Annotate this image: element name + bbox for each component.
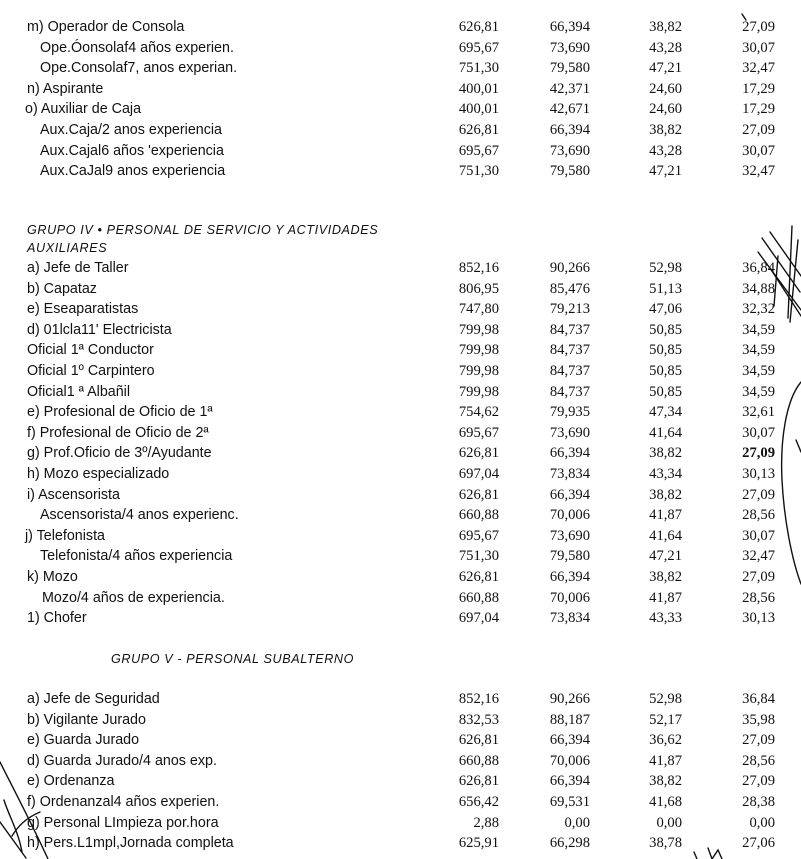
value-col-3: 43,28 xyxy=(649,39,682,56)
value-col-1: 695,67 xyxy=(458,527,499,544)
grupo-iv-table xyxy=(0,258,801,629)
value-col-2: 73,834 xyxy=(549,465,590,482)
table-row xyxy=(0,443,801,464)
row-label: Aux.CaJal9 anos experiencia xyxy=(40,163,226,180)
row-label: g) Prof.Oficio de 3º/Ayudante xyxy=(27,445,212,462)
row-label: o) Auxiliar de Caja xyxy=(25,101,142,118)
value-col-4: 32,32 xyxy=(742,301,775,318)
value-col-2: 84,737 xyxy=(549,362,590,379)
value-col-2: 79,580 xyxy=(549,60,590,77)
value-col-4: 27,09 xyxy=(742,445,775,462)
value-col-2: 70,006 xyxy=(549,752,590,769)
value-col-2: 73,690 xyxy=(549,424,590,441)
value-col-2: 0,00 xyxy=(564,814,590,831)
value-col-3: 38,82 xyxy=(649,121,682,138)
value-col-1: 832,53 xyxy=(458,711,499,728)
value-col-4: 28,56 xyxy=(742,752,775,769)
value-col-4: 36,84 xyxy=(742,260,775,276)
row-label: e) Eseaparatistas xyxy=(27,301,139,318)
value-col-4: 30,07 xyxy=(742,424,775,441)
value-col-4: 27,09 xyxy=(742,486,775,503)
value-col-3: 43,34 xyxy=(649,465,682,482)
value-col-3: 47,21 xyxy=(649,163,682,180)
table-row xyxy=(0,608,801,629)
value-col-2: 73,834 xyxy=(549,610,590,627)
value-col-1: 626,81 xyxy=(458,773,499,790)
value-col-2: 84,737 xyxy=(549,383,590,400)
row-label: Aux.Cajal6 años 'experiencia xyxy=(40,142,224,159)
value-col-4: 32,47 xyxy=(742,548,775,565)
table-row xyxy=(0,258,801,279)
value-col-3: 52,98 xyxy=(649,691,682,707)
value-col-3: 41,64 xyxy=(649,424,682,441)
table-row xyxy=(0,99,801,120)
row-label: e) Guarda Jurado xyxy=(27,732,140,749)
table-row xyxy=(0,340,801,361)
value-col-1: 626,81 xyxy=(458,732,499,749)
row-label: h) Pers.L1mpl,Jornada completa xyxy=(27,835,234,852)
row-label: g) Personal LImpieza por.hora xyxy=(27,814,219,831)
table-row xyxy=(0,58,801,79)
value-col-4: 34,88 xyxy=(742,280,775,297)
row-label: b) Vigilante Jurado xyxy=(27,711,146,728)
value-col-1: 626,81 xyxy=(458,121,499,138)
table-row xyxy=(0,689,801,710)
value-col-3: 24,60 xyxy=(649,80,682,97)
value-col-1: 852,16 xyxy=(458,260,499,276)
row-label: 1) Chofer xyxy=(27,610,87,627)
value-col-2: 85,476 xyxy=(549,280,590,297)
value-col-3: 24,60 xyxy=(649,101,682,118)
table-row xyxy=(0,38,801,59)
value-col-3: 47,21 xyxy=(649,60,682,77)
value-col-4: 32,47 xyxy=(742,163,775,180)
table-row xyxy=(0,813,801,834)
value-col-2: 88,187 xyxy=(549,711,590,728)
row-label: e) Profesional de Oficio de 1ª xyxy=(27,404,213,421)
value-col-1: 660,88 xyxy=(458,752,499,769)
value-col-4: 30,07 xyxy=(742,142,775,159)
value-col-1: 799,98 xyxy=(458,383,499,400)
value-col-4: 27,09 xyxy=(742,773,775,790)
table-row xyxy=(0,833,801,854)
row-label: d) 01lcla11' Electricista xyxy=(27,321,172,338)
value-col-2: 79,213 xyxy=(549,301,590,318)
value-col-1: 751,30 xyxy=(458,163,499,180)
value-col-4: 30,07 xyxy=(742,527,775,544)
value-col-1: 697,04 xyxy=(458,465,499,482)
value-col-4: 27,09 xyxy=(742,19,775,35)
value-col-2: 66,394 xyxy=(549,121,590,138)
row-label: Oficial 1ª Conductor xyxy=(27,342,154,359)
value-col-2: 73,690 xyxy=(549,142,590,159)
value-col-2: 73,690 xyxy=(549,39,590,56)
row-label: h) Mozo especializado xyxy=(27,465,170,482)
row-label: Ope.Consolaf7, anos experian. xyxy=(40,60,238,77)
table-row xyxy=(0,141,801,162)
table-row xyxy=(0,751,801,772)
value-col-1: 625,91 xyxy=(458,835,499,852)
value-col-1: 799,98 xyxy=(458,362,499,379)
value-col-4: 30,07 xyxy=(742,39,775,56)
row-label: k) Mozo xyxy=(27,568,78,585)
value-col-1: 806,95 xyxy=(458,280,499,297)
value-col-1: 751,30 xyxy=(458,60,499,77)
value-col-3: 38,82 xyxy=(649,445,682,462)
table-row xyxy=(0,485,801,506)
value-col-3: 41,87 xyxy=(649,589,682,606)
value-col-3: 36,62 xyxy=(649,732,682,749)
value-col-1: 660,88 xyxy=(458,507,499,524)
table-row xyxy=(0,299,801,320)
value-col-3: 38,82 xyxy=(649,19,682,35)
table-row xyxy=(0,361,801,382)
value-col-2: 84,737 xyxy=(549,342,590,359)
grupo-iv-title-line1: GRUPO IV • PERSONAL DE SERVICIO Y ACTIVIDADES xyxy=(27,223,379,237)
value-col-2: 66,298 xyxy=(549,835,590,852)
value-col-2: 69,531 xyxy=(549,793,590,810)
value-col-4: 27,09 xyxy=(742,121,775,138)
row-label: Telefonista/4 años experiencia xyxy=(40,548,233,565)
table-row xyxy=(0,79,801,100)
value-col-1: 626,81 xyxy=(458,19,499,35)
value-col-1: 799,98 xyxy=(458,321,499,338)
grupo-iv-title-line2: AUXILIARES xyxy=(27,241,108,255)
value-col-1: 799,98 xyxy=(458,342,499,359)
value-col-4: 30,13 xyxy=(742,465,775,482)
value-col-2: 66,394 xyxy=(549,732,590,749)
row-label: e) Ordenanza xyxy=(27,773,115,790)
value-col-3: 50,85 xyxy=(649,321,682,338)
table-row xyxy=(0,17,801,38)
row-label: m) Operador de Consola xyxy=(27,19,185,35)
value-col-2: 70,006 xyxy=(549,589,590,606)
value-col-4: 17,29 xyxy=(742,80,775,97)
table-row xyxy=(0,402,801,423)
value-col-4: 27,09 xyxy=(742,568,775,585)
value-col-1: 747,80 xyxy=(458,301,499,318)
value-col-3: 38,82 xyxy=(649,486,682,503)
value-col-2: 66,394 xyxy=(549,19,590,35)
table-row xyxy=(0,279,801,300)
value-col-3: 41,64 xyxy=(649,527,682,544)
row-label: b) Capataz xyxy=(27,280,97,297)
value-col-3: 52,98 xyxy=(649,260,682,276)
row-label: f) Ordenanzal4 años experien. xyxy=(27,793,220,810)
value-col-2: 70,006 xyxy=(549,507,590,524)
value-col-1: 660,88 xyxy=(458,589,499,606)
value-col-1: 400,01 xyxy=(458,80,499,97)
value-col-2: 90,266 xyxy=(549,260,590,276)
value-col-3: 50,85 xyxy=(649,362,682,379)
value-col-2: 79,935 xyxy=(549,404,590,421)
value-col-4: 34,59 xyxy=(742,321,775,338)
value-col-3: 38,78 xyxy=(649,835,682,852)
table-row xyxy=(0,771,801,792)
value-col-1: 852,16 xyxy=(458,691,499,707)
value-col-3: 50,85 xyxy=(649,383,682,400)
value-col-1: 656,42 xyxy=(458,793,499,810)
value-col-3: 41,68 xyxy=(649,793,682,810)
table-row xyxy=(0,423,801,444)
row-label: n) Aspirante xyxy=(27,80,104,97)
value-col-2: 66,394 xyxy=(549,568,590,585)
row-label: a) Jefe de Taller xyxy=(27,260,129,276)
table-row xyxy=(0,320,801,341)
value-col-3: 52,17 xyxy=(649,711,682,728)
value-col-4: 35,98 xyxy=(742,711,775,728)
value-col-2: 90,266 xyxy=(549,691,590,707)
row-label: Oficial 1º Carpintero xyxy=(27,362,155,379)
row-label: j) Telefonista xyxy=(25,527,106,544)
value-col-4: 30,13 xyxy=(742,610,775,627)
table-row xyxy=(0,505,801,526)
value-col-2: 84,737 xyxy=(549,321,590,338)
value-col-2: 66,394 xyxy=(549,773,590,790)
value-col-2: 42,671 xyxy=(549,101,590,118)
value-col-3: 38,82 xyxy=(649,568,682,585)
row-label: Mozo/4 años de experiencia. xyxy=(42,589,225,606)
value-col-4: 34,59 xyxy=(742,362,775,379)
row-label: i) Ascensorista xyxy=(27,486,120,503)
value-col-4: 28,38 xyxy=(742,793,775,810)
value-col-1: 695,67 xyxy=(458,142,499,159)
value-col-2: 79,580 xyxy=(549,163,590,180)
value-col-1: 626,81 xyxy=(458,445,499,462)
value-col-2: 66,394 xyxy=(549,486,590,503)
value-col-4: 28,56 xyxy=(742,507,775,524)
value-col-2: 79,580 xyxy=(549,548,590,565)
table-row xyxy=(0,120,801,141)
value-col-1: 2,88 xyxy=(473,814,499,831)
table-row xyxy=(0,710,801,731)
value-col-4: 32,61 xyxy=(742,404,775,421)
value-col-3: 41,87 xyxy=(649,507,682,524)
value-col-3: 41,87 xyxy=(649,752,682,769)
value-col-3: 50,85 xyxy=(649,342,682,359)
value-col-4: 28,56 xyxy=(742,589,775,606)
value-col-4: 36,84 xyxy=(742,691,775,707)
row-label: d) Guarda Jurado/4 anos exp. xyxy=(27,752,217,769)
value-col-3: 47,06 xyxy=(649,301,682,318)
table-row xyxy=(0,546,801,567)
row-label: Aux.Caja/2 anos experiencia xyxy=(40,121,222,138)
grupo-v-title: GRUPO V - PERSONAL SUBALTERNO xyxy=(111,652,354,666)
value-col-2: 73,690 xyxy=(549,527,590,544)
value-col-4: 27,09 xyxy=(742,732,775,749)
value-col-4: 32,47 xyxy=(742,60,775,77)
table-row xyxy=(0,161,801,182)
value-col-1: 626,81 xyxy=(458,568,499,585)
value-col-1: 697,04 xyxy=(458,610,499,627)
grupo-iii-table xyxy=(0,17,801,182)
table-row xyxy=(0,730,801,751)
row-label: f) Profesional de Oficio de 2ª xyxy=(27,424,209,441)
value-col-1: 626,81 xyxy=(458,486,499,503)
row-label: Ascensorista/4 anos experienc. xyxy=(40,507,239,524)
row-label: Ope.Óonsolaf4 años experien. xyxy=(40,39,234,56)
value-col-3: 47,21 xyxy=(649,548,682,565)
value-col-4: 27,06 xyxy=(742,835,775,852)
value-col-4: 0,00 xyxy=(749,814,775,831)
row-label: a) Jefe de Seguridad xyxy=(27,691,160,707)
row-label: Oficial1 ª Albañil xyxy=(27,383,131,400)
value-col-3: 47,34 xyxy=(649,404,682,421)
value-col-3: 43,33 xyxy=(649,610,682,627)
value-col-3: 43,28 xyxy=(649,142,682,159)
value-col-3: 0,00 xyxy=(656,814,682,831)
table-row xyxy=(0,382,801,403)
table-row xyxy=(0,464,801,485)
value-col-1: 400,01 xyxy=(458,101,499,118)
table-row xyxy=(0,567,801,588)
value-col-1: 695,67 xyxy=(458,424,499,441)
value-col-1: 754,62 xyxy=(458,404,499,421)
value-col-3: 51,13 xyxy=(649,280,682,297)
table-row xyxy=(0,526,801,547)
value-col-3: 38,82 xyxy=(649,773,682,790)
value-col-4: 34,59 xyxy=(742,342,775,359)
table-row xyxy=(0,792,801,813)
grupo-v-table xyxy=(0,689,801,854)
value-col-4: 17,29 xyxy=(742,101,775,118)
table-row xyxy=(0,588,801,609)
value-col-1: 751,30 xyxy=(458,548,499,565)
value-col-2: 66,394 xyxy=(549,445,590,462)
value-col-4: 34,59 xyxy=(742,383,775,400)
value-col-1: 695,67 xyxy=(458,39,499,56)
value-col-2: 42,371 xyxy=(549,80,590,97)
